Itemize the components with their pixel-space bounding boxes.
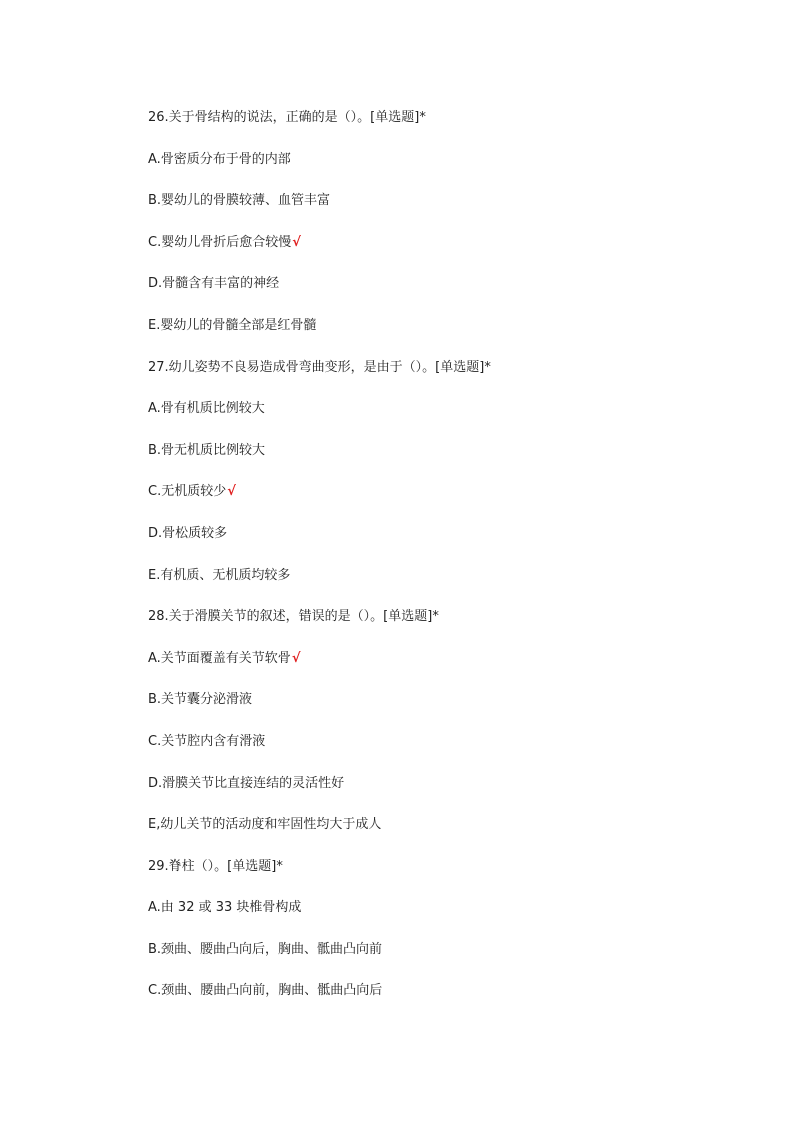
option-item <box>148 732 748 774</box>
option-text: A.由 32 或 33 块椎骨构成 <box>148 900 302 916</box>
option-text: E.婴幼儿的骨髓全部是红骨髓 <box>148 317 317 333</box>
option-item <box>148 316 748 358</box>
option-item <box>148 815 748 857</box>
option-text: B.婴幼儿的骨膜较薄、血管丰富 <box>148 193 331 209</box>
document-body <box>148 108 748 1023</box>
option-text: D.滑膜关节比直接连结的灵活性好 <box>148 775 345 791</box>
question-text: 26.关于骨结构的说法，正确的是（）。[单选题]* <box>148 110 426 125</box>
option-item <box>148 274 748 316</box>
option-item <box>148 566 748 608</box>
option-item <box>148 940 748 982</box>
option-item <box>148 233 748 275</box>
question-stem <box>148 857 748 899</box>
option-text: A.骨密质分布于骨的内部 <box>148 151 291 167</box>
option-text: A.骨有机质比例较大 <box>148 401 265 417</box>
option-item <box>148 649 748 691</box>
option-text: E,幼儿关节的活动度和牢固性均大于成人 <box>148 817 382 833</box>
option-item <box>148 399 748 441</box>
option-item <box>148 482 748 524</box>
option-item <box>148 191 748 233</box>
option-text: B.关节囊分泌滑液 <box>148 692 253 708</box>
answer-check-mark: √ <box>292 234 301 250</box>
question-stem <box>148 108 748 150</box>
option-text: C.婴幼儿骨折后愈合较慢 <box>148 234 292 250</box>
question-stem <box>148 358 748 400</box>
option-item <box>148 981 748 1023</box>
option-item <box>148 524 748 566</box>
question-text: 28.关于滑膜关节的叙述，错误的是（）。[单选题]* <box>148 609 439 625</box>
option-text: A.关节面覆盖有关节软骨 <box>148 650 291 666</box>
option-item <box>148 690 748 732</box>
question-text: 29.脊柱（）。[单选题]* <box>148 858 283 874</box>
option-item <box>148 774 748 816</box>
option-text: C.颈曲、腰曲凸向前，胸曲、骶曲凸向后 <box>148 983 383 999</box>
option-item <box>148 150 748 192</box>
option-text: B.骨无机质比例较大 <box>148 442 266 458</box>
option-text: C.无机质较少 <box>148 484 227 500</box>
option-text: C.关节腔内含有滑液 <box>148 733 266 749</box>
answer-check-mark: √ <box>227 484 236 500</box>
answer-check-mark: √ <box>291 650 301 666</box>
option-text: D.骨松质较多 <box>148 525 228 541</box>
option-text: B.颈曲、腰曲凸向后，胸曲、骶曲凸向前 <box>148 941 383 957</box>
question-stem <box>148 607 748 649</box>
option-text: D.骨髓含有丰富的神经 <box>148 276 280 292</box>
question-text: 27.幼儿姿势不良易造成骨弯曲变形，是由于（）。[单选题]* <box>148 359 491 375</box>
option-item <box>148 441 748 483</box>
option-item <box>148 898 748 940</box>
option-text: E.有机质、无机质均较多 <box>148 567 291 583</box>
